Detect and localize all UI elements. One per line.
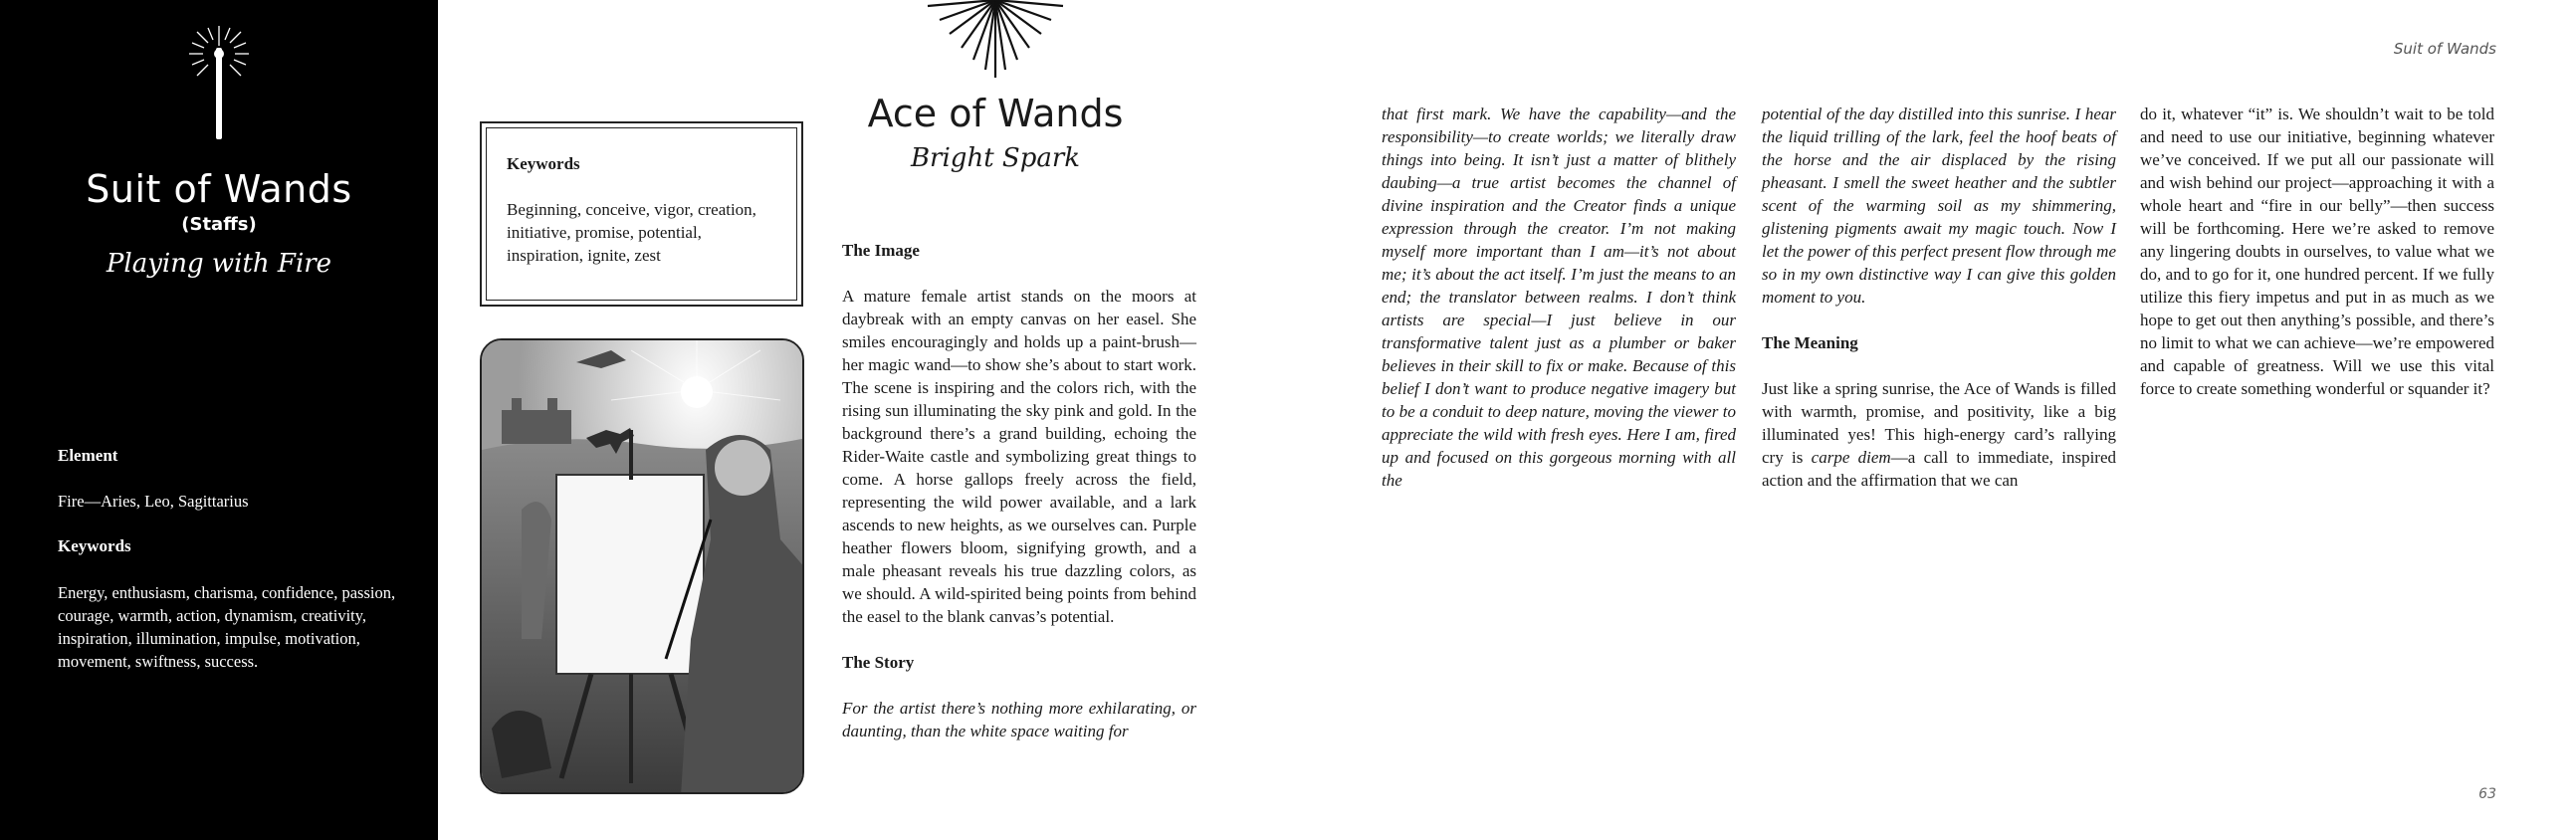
card-artwork xyxy=(482,340,804,794)
sidebar-keywords-text: Energy, enthusiasm, charisma, confidence, passion, courage, warmth, action, dynamism, creativity, inspiration, illumination, impulse, motivation, movement, swiftness, success. xyxy=(58,583,396,671)
suit-title: Suit of Wands xyxy=(86,167,352,211)
sidebar-keywords-heading: Keywords xyxy=(58,536,131,555)
keywords-box-label: Keywords xyxy=(507,154,580,173)
blank-canvas xyxy=(556,475,704,674)
suit-tagline: Playing with Fire xyxy=(106,249,332,279)
meaning-text-continued: do it, whatever “it” is. We shouldn’t wait to be told and need to use our initiative, beginning whatever we’ve conceived. If we put all our passionate will and wish behind our project—approaching it with a whole heart and “fire in our belly”—then success will be forthcoming. Here we’re asked to remove any lingering doubts in ourselves, to value what we do, and to go for it, one hundred percent. If we fully utilize this fiery impetus and put in as much as we hope to get out then anything’s possible, and there’s no limit to what we can achieve—we’re empowered and capable of greatness. Will we use this vital force to create something wonderful or squander it? xyxy=(2140,105,2494,398)
element-heading: Element xyxy=(58,446,118,465)
keywords-box-text: Beginning, conceive, vigor, creation, initiative, promise, potential, inspiration, ignite, zest xyxy=(507,200,756,265)
image-description: A mature female artist stands on the moors at daybreak with an empty canvas on her easel. She smiles encouragingly and holds up a paint-brush—her magic wand—to show she’s about to start work. The scene is inspiring and the colors rich, with the rising sun illuminating the sky pink and gold. In the background there’s a grand building, echoing the Rider-Waite castle and symbolizing great things to come. A horse gallops freely across the field, representing the wild power available, and a lark ascends to new heights, as we ourselves can. Purple heather flowers bloom, signifying growth, and a male pheasant reveals his true dazzling colors, as we should. A wild-spirited being points from behind the easel to the blank canvas’s potential. xyxy=(842,287,1196,626)
story-heading: The Story xyxy=(842,653,915,672)
story-text-start: For the artist there’s nothing more exhilarating, or daunting, than the white space waiting for xyxy=(842,699,1196,740)
column-4 xyxy=(2140,103,2494,400)
page-number: 63 xyxy=(2478,786,2496,802)
keywords-box xyxy=(480,121,803,307)
meaning-text-a: Just like a spring sunrise, the Ace of Wands is filled with warmth, promise, and positivity, like a big illuminated yes! This high-energy card’s rallying cry is xyxy=(1762,379,2116,467)
wand-icon xyxy=(183,24,255,143)
meaning-heading: The Meaning xyxy=(1762,333,1858,352)
column-2 xyxy=(1382,103,1736,492)
ace-of-wands-card-illustration xyxy=(480,338,804,794)
sunburst-icon xyxy=(886,0,1105,82)
meaning-text-start xyxy=(1762,377,2116,492)
card-title: Ace of Wands xyxy=(867,92,1124,135)
meaning-text-carpe-diem: carpe diem xyxy=(1811,448,1891,467)
suit-alt-name: (Staffs) xyxy=(181,214,257,235)
element-text: Fire—Aries, Leo, Sagittarius xyxy=(58,492,249,511)
image-heading: The Image xyxy=(842,241,920,260)
suit-sidebar xyxy=(0,0,438,840)
running-head: Suit of Wands xyxy=(2393,40,2496,58)
story-text-end: potential of the day distilled into this sunrise. I hear the liquid trilling of the lark, feel the hoof beats of the horse and the air displaced by the rising pheasant. I smell the sweet heather and the subtler scent of the warming soil as my shimmering, glistening pigments await my magic touch. Now I let the power of this perfect present flow through me so in my own distinctive way I can give this golden moment to you. xyxy=(1762,105,2116,307)
meaning-text-b: —a call to immediate, inspired action and the affirmation that we can xyxy=(1762,448,2117,490)
column-3 xyxy=(1762,103,2116,492)
card-subtitle: Bright Spark xyxy=(910,143,1081,173)
story-text-continued: that first mark. We have the capability—and the responsibility—to create worlds; we literally draw things into being. It isn’t just a matter of blithely daubing—a true artist becomes the channel of divine inspiration and the Creator finds a unique expression through the creator. I’m not making myself more important than I am—it’s not about me; it’s about the act itself. I’m just the means to an end; the translator between realms. I don’t think artists are special—I just believe in our transformative talent just as a plumber or baker believes in their skill to fix or make. Because of this belief I don’t want to produce negative imagery but to be a conduit to deep nature, moving the viewer to appreciate the wild with fresh eyes. Here I am, fired up and focused on this gorgeous morning with all the xyxy=(1382,105,1736,490)
column-1 xyxy=(842,239,1196,742)
